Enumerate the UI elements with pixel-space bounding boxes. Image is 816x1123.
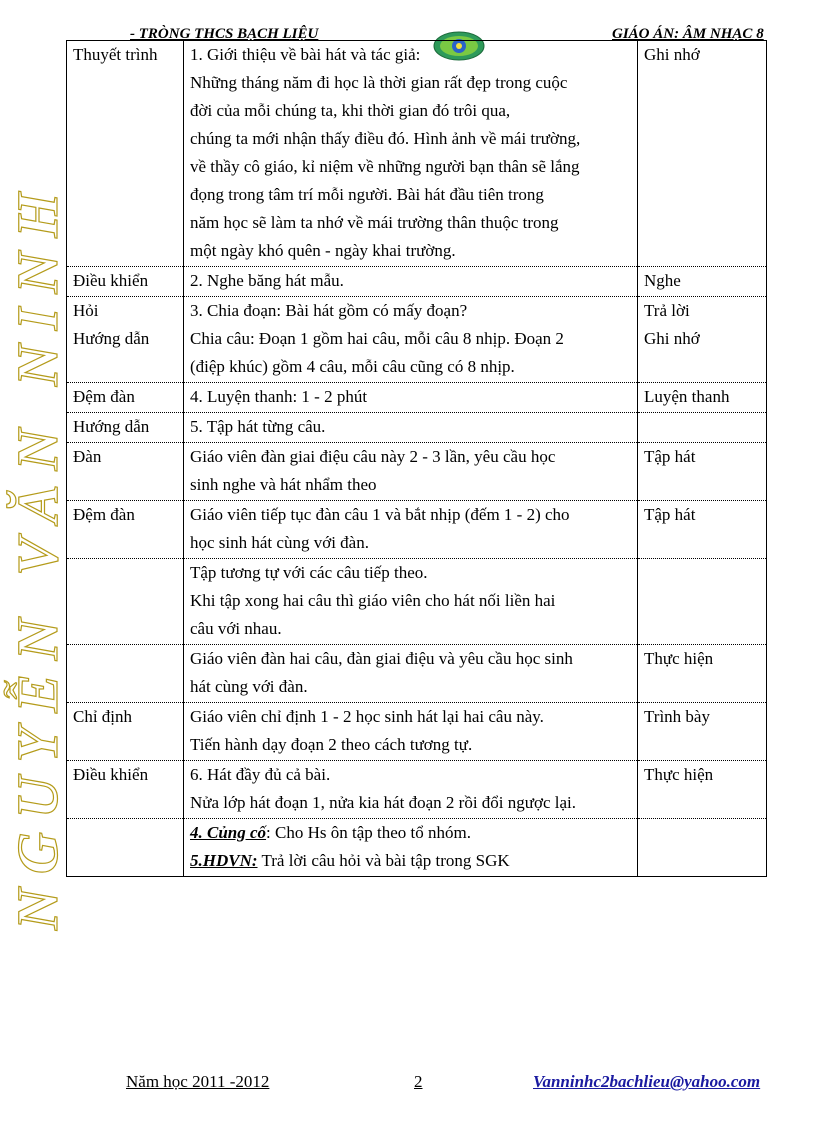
cell-line: Chỉ định (73, 707, 133, 726)
cell-line: Đệm đàn (73, 387, 135, 406)
cell-line: đọng trong tâm trí mỗi người. Bài hát đầu tiên trong (190, 185, 544, 204)
activity-cell (67, 645, 184, 703)
school-name: - TRÒNG THCS BẠCH LIỆU (130, 26, 319, 42)
cell-line: Trình bày (644, 707, 710, 726)
cell-line: Luyện thanh (644, 387, 730, 406)
homework-line (190, 847, 631, 875)
activity-cell (67, 501, 184, 559)
cell-line: Thực hiện (644, 649, 714, 668)
cell-line: Điều khiển (73, 765, 149, 784)
cell-line: sinh nghe và hát nhẩm theo (190, 475, 377, 494)
student-cell (638, 761, 767, 819)
table-row (67, 383, 767, 413)
cell-line: chúng ta mới nhận thấy điều đó. Hình ảnh về mái trường, (190, 129, 581, 148)
cell-line: 1. Giới thiệu về bài hát và tác giả: (190, 45, 421, 64)
student-cell (638, 501, 767, 559)
cell-line: 2. Nghe băng hát mẫu. (190, 271, 344, 290)
activity-cell (67, 297, 184, 383)
cell-line: Tập hát (644, 505, 696, 524)
student-cell (638, 413, 767, 443)
cell-line: câu với nhau. (190, 619, 282, 638)
table-row (67, 41, 767, 267)
table-row (67, 761, 767, 819)
cell-line: Đàn (73, 447, 102, 466)
table-row (67, 645, 767, 703)
cell-line: (điệp khúc) gồm 4 câu, mỗi câu cũng có 8 nhịp. (190, 357, 515, 376)
cell-line: Nghe (644, 271, 681, 290)
lesson-table (66, 40, 767, 877)
content-cell (184, 501, 638, 559)
content-cell (184, 819, 638, 877)
table-row (67, 413, 767, 443)
cell-line: Đệm đàn (73, 505, 135, 524)
school-year: Năm học 2011 -2012 (126, 1072, 270, 1091)
page-header (0, 22, 816, 42)
student-cell (638, 41, 767, 267)
content-cell (184, 703, 638, 761)
student-cell (638, 297, 767, 383)
cell-line: Ghi nhớ (644, 45, 700, 64)
table-row (67, 559, 767, 645)
content-cell (184, 559, 638, 645)
content-cell (184, 645, 638, 703)
table-row (67, 443, 767, 501)
cell-line: Hỏi (73, 301, 99, 320)
homework-text: Trả lời câu hỏi và bài tập trong SGK (257, 851, 510, 870)
cell-line: 6. Hát đầy đủ cả bài. (190, 765, 331, 784)
content-cell (184, 383, 638, 413)
cell-line: Giáo viên chỉ định 1 - 2 học sinh hát lại hai câu này. (190, 707, 544, 726)
cell-line: Tiến hành dạy đoạn 2 theo cách tương tự. (190, 735, 473, 754)
student-cell (638, 819, 767, 877)
cell-line: Hướng dẫn (73, 329, 150, 348)
activity-cell (67, 383, 184, 413)
student-cell (638, 443, 767, 501)
cell-line: Tập hát (644, 447, 696, 466)
content-cell (184, 413, 638, 443)
cell-line: Giáo viên đàn giai điệu câu này 2 - 3 lần, yêu cầu học (190, 447, 556, 466)
subject-title: GIÁO ÁN: ÂM NHẠC 8 (612, 26, 764, 42)
cell-line: Ghi nhớ (644, 329, 700, 348)
activity-cell (67, 559, 184, 645)
content-cell (184, 761, 638, 819)
cell-line: Nửa lớp hát đoạn 1, nửa kia hát đoạn 2 rồi đổi ngược lại. (190, 793, 577, 812)
student-cell (638, 267, 767, 297)
cell-line: Thực hiện (644, 765, 714, 784)
author-watermark: NGUYỄN VĂN NINH (5, 178, 70, 930)
activity-cell (67, 267, 184, 297)
page-footer (0, 1072, 816, 1096)
cell-line: 3. Chia đoạn: Bài hát gồm có mấy đoạn? (190, 301, 468, 320)
cell-line: Điều khiển (73, 271, 149, 290)
consolidate-label: 4. Củng cố (190, 823, 267, 842)
activity-cell (67, 413, 184, 443)
cell-line: Giáo viên tiếp tục đàn câu 1 và bắt nhịp (đếm 1 - 2) cho (190, 505, 570, 524)
cell-line: Khi tập xong hai câu thì giáo viên cho hát nối liền hai (190, 591, 556, 610)
content-cell (184, 443, 638, 501)
content-cell (184, 41, 638, 267)
cell-line: Giáo viên đàn hai câu, đàn giai điệu và yêu cầu học sinh (190, 649, 573, 668)
table-row (67, 297, 767, 383)
cell-line: Những tháng năm đi học là thời gian rất đẹp trong cuộc (190, 73, 568, 92)
cell-line: Chia câu: Đoạn 1 gồm hai câu, mỗi câu 8 nhịp. Đoạn 2 (190, 329, 564, 348)
cell-line: về thầy cô giáo, kỉ niệm về những người bạn thân sẽ lắng (190, 157, 580, 176)
content-cell (184, 267, 638, 297)
cell-line: học sinh hát cùng với đàn. (190, 533, 369, 552)
page-number: 2 (414, 1072, 423, 1091)
cell-line: Thuyết trình (73, 45, 158, 64)
cell-line: 4. Luyện thanh: 1 - 2 phút (190, 387, 368, 406)
author-email-link[interactable]: Vanninhc2bachlieu@yahoo.com (533, 1072, 761, 1091)
student-cell (638, 559, 767, 645)
student-cell (638, 383, 767, 413)
cell-line: Tập tương tự với các câu tiếp theo. (190, 563, 428, 582)
cell-line: năm học sẽ làm ta nhớ về mái trường thân thuộc trong (190, 213, 559, 232)
cell-line: đời của mỗi chúng ta, khi thời gian đó trôi qua, (190, 101, 511, 120)
consolidate-text: : Cho Hs ôn tập theo tổ nhóm. (266, 823, 471, 842)
activity-cell (67, 703, 184, 761)
student-cell (638, 645, 767, 703)
homework-label: 5.HDVN: (190, 851, 258, 870)
table-row (67, 267, 767, 297)
cell-line: Trả lời (644, 301, 690, 320)
cell-line: 5. Tập hát từng câu. (190, 417, 326, 436)
table-row (67, 703, 767, 761)
consolidate-line (190, 819, 631, 847)
cell-line: hát cùng với đàn. (190, 677, 308, 696)
activity-cell (67, 761, 184, 819)
cell-line: một ngày khó quên - ngày khai trường. (190, 241, 456, 260)
activity-cell (67, 443, 184, 501)
student-cell (638, 703, 767, 761)
table-row (67, 819, 767, 877)
table-row (67, 501, 767, 559)
activity-cell (67, 819, 184, 877)
content-cell (184, 297, 638, 383)
activity-cell (67, 41, 184, 267)
cell-line: Hướng dẫn (73, 417, 150, 436)
